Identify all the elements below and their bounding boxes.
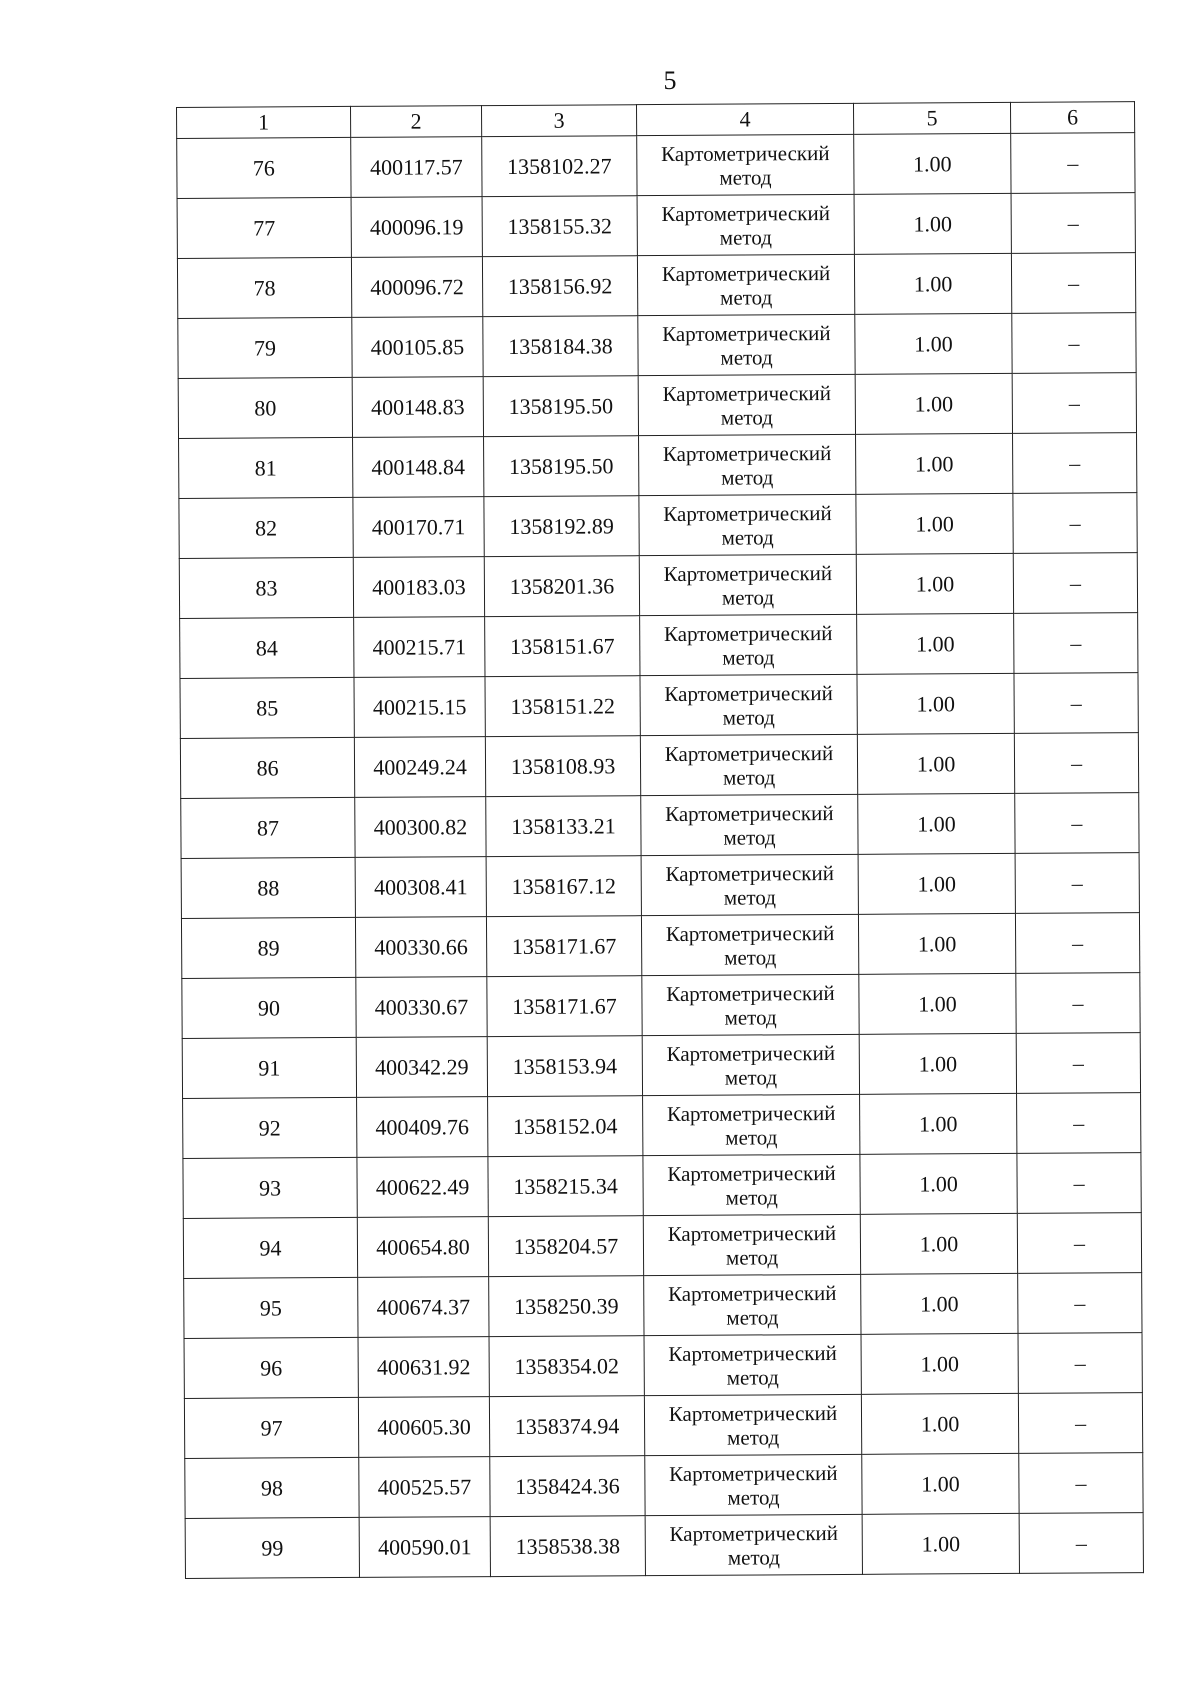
accuracy-cell: 1.00 [857,673,1014,734]
table-row [177,253,1135,319]
method-label-line1: Картометрический [663,500,832,526]
method-label-line2: метод [727,1484,780,1510]
method-cell [638,374,855,435]
point-number-cell: 77 [177,197,351,258]
note-cell: – [1014,673,1138,734]
note-cell: – [1014,613,1138,674]
table-body [177,133,1144,1579]
accuracy-cell: 1.00 [855,313,1012,374]
y-coordinate-cell: 1358151.22 [485,676,640,737]
y-coordinate-cell: 1358201.36 [484,556,639,617]
x-coordinate-cell: 400605.30 [358,1397,489,1458]
method-label-line2: метод [720,404,774,430]
note-cell: – [1019,1513,1143,1574]
x-coordinate-cell: 400330.66 [355,917,486,978]
method-cell [640,674,857,735]
method-label-line2: метод [719,224,772,250]
method-label-line2: метод [722,704,775,730]
accuracy-cell: 1.00 [861,1273,1018,1334]
y-coordinate-cell: 1358184.38 [483,316,638,377]
method-cell [643,1214,860,1275]
method-label-line1: Картометрический [663,620,833,646]
y-coordinate-cell: 1358195.50 [483,376,638,437]
x-coordinate-cell: 400170.71 [353,497,484,558]
method-cell [637,134,854,195]
y-coordinate-cell: 1358108.93 [485,736,640,797]
accuracy-cell: 1.00 [854,193,1011,254]
accuracy-cell: 1.00 [858,913,1015,974]
method-label-line1: Картометрический [667,1280,837,1306]
accuracy-cell: 1.00 [862,1513,1019,1574]
note-cell: – [1017,1153,1141,1214]
accuracy-cell: 1.00 [861,1333,1018,1394]
y-coordinate-cell: 1358155.32 [482,196,637,257]
column-header-2: 2 [350,106,481,138]
y-coordinate-cell: 1358152.04 [488,1096,643,1157]
table-row [184,1333,1142,1399]
point-number-cell: 93 [183,1157,357,1218]
accuracy-cell: 1.00 [860,1213,1017,1274]
method-cell [641,854,858,915]
y-coordinate-cell: 1358250.39 [489,1276,644,1337]
method-label-line2: метод [725,1244,779,1270]
method-label-line1: Картометрический [666,1040,836,1066]
method-label-line1: Картометрический [667,1220,837,1246]
y-coordinate-cell: 1358171.67 [487,976,642,1037]
method-label-line2: метод [724,1004,777,1030]
note-cell: – [1015,793,1139,854]
table-row [182,1033,1140,1099]
y-coordinate-cell: 1358204.57 [488,1216,643,1277]
x-coordinate-cell: 400215.71 [354,617,485,678]
table-row [178,313,1136,379]
point-number-cell: 84 [180,617,354,678]
table-row [184,1273,1142,1339]
accuracy-cell: 1.00 [856,553,1013,614]
x-coordinate-cell: 400105.85 [352,317,483,378]
table-row [183,1213,1141,1279]
column-header-4: 4 [636,103,853,135]
y-coordinate-cell: 1358133.21 [486,796,641,857]
accuracy-cell: 1.00 [857,733,1014,794]
note-cell: – [1018,1273,1142,1334]
note-cell: – [1013,553,1137,614]
point-number-cell: 91 [182,1037,356,1098]
method-label-line2: метод [726,1364,779,1390]
point-number-cell: 92 [183,1097,357,1158]
point-number-cell: 81 [179,437,353,498]
method-cell [643,1094,860,1155]
accuracy-cell: 1.00 [861,1393,1018,1454]
method-cell [644,1334,861,1395]
accuracy-cell: 1.00 [859,973,1016,1034]
method-cell [645,1514,862,1575]
column-header-1: 1 [177,106,351,138]
x-coordinate-cell: 400308.41 [355,857,486,918]
accuracy-cell: 1.00 [860,1093,1017,1154]
method-label-line2: метод [721,464,774,490]
x-coordinate-cell: 400631.92 [358,1337,489,1398]
x-coordinate-cell: 400300.82 [355,797,486,858]
y-coordinate-cell: 1358151.67 [485,616,640,677]
method-cell [640,614,857,675]
method-label-line1: Картометрический [662,440,832,466]
table-row [183,1153,1141,1219]
method-label-line2: метод [725,1184,778,1210]
y-coordinate-cell: 1358171.67 [486,916,641,977]
method-label-line1: Картометрический [668,1340,837,1366]
x-coordinate-cell: 400622.49 [357,1157,488,1218]
table-row [181,913,1139,979]
method-label-line2: метод [723,884,776,910]
column-header-3: 3 [481,105,636,137]
table-row [184,1393,1142,1459]
x-coordinate-cell: 400096.19 [351,197,482,258]
method-label-line1: Картометрический [665,860,834,886]
method-cell [642,974,859,1035]
accuracy-cell: 1.00 [860,1153,1017,1214]
point-number-cell: 95 [184,1277,358,1338]
x-coordinate-cell: 400525.57 [359,1457,490,1518]
table-row [185,1453,1143,1519]
point-number-cell: 86 [180,737,354,798]
note-cell: – [1013,493,1137,554]
y-coordinate-cell: 1358215.34 [488,1156,643,1217]
x-coordinate-cell: 400096.72 [351,257,482,318]
table-row [177,193,1135,259]
table-row [177,133,1135,199]
note-cell: – [1015,853,1139,914]
y-coordinate-cell: 1358195.50 [484,436,639,497]
point-number-cell: 76 [177,137,351,198]
table-row [182,973,1140,1039]
method-cell [639,494,856,555]
point-number-cell: 85 [180,677,354,738]
method-label-line1: Картометрический [669,1520,839,1546]
note-cell: – [1013,433,1137,494]
table-row [180,613,1138,679]
method-cell [638,314,855,375]
table-row [181,853,1139,919]
y-coordinate-cell: 1358424.36 [490,1456,645,1517]
point-number-cell: 80 [178,377,352,438]
method-label-line1: Картометрический [667,1160,836,1186]
method-cell [637,254,854,315]
method-cell [642,1034,859,1095]
note-cell: – [1011,193,1135,254]
point-number-cell: 96 [184,1337,358,1398]
column-header-6: 6 [1010,102,1134,134]
point-number-cell: 90 [182,977,356,1038]
x-coordinate-cell: 400654.80 [357,1217,488,1278]
y-coordinate-cell: 1358538.38 [490,1516,645,1577]
method-label-line2: метод [727,1544,780,1570]
table-row [185,1513,1143,1579]
x-coordinate-cell: 400330.67 [356,977,487,1038]
method-label-line2: метод [721,524,774,550]
note-cell: – [1016,1033,1140,1094]
method-label-line2: метод [726,1304,779,1330]
table-row [179,493,1137,559]
method-label-line1: Картометрический [664,680,833,706]
page-number: 5 [663,66,677,95]
point-number-cell: 94 [183,1217,357,1278]
note-cell: – [1018,1333,1142,1394]
accuracy-cell: 1.00 [855,373,1012,434]
y-coordinate-cell: 1358374.94 [489,1396,644,1457]
accuracy-cell: 1.00 [856,433,1013,494]
method-label-line2: метод [721,584,775,610]
point-number-cell: 79 [178,317,352,378]
method-label-line1: Картометрический [664,740,834,766]
method-cell [641,914,858,975]
method-label-line1: Картометрический [663,560,833,586]
point-number-cell: 89 [181,917,355,978]
method-label-line1: Картометрический [666,980,835,1006]
method-label-line1: Картометрический [665,920,835,946]
method-label-line1: Картометрический [661,260,831,286]
method-label-line1: Картометрический [668,1400,838,1426]
x-coordinate-cell: 400249.24 [354,737,485,798]
accuracy-cell: 1.00 [862,1453,1019,1514]
method-label-line1: Картометрический [665,800,834,826]
method-cell [644,1394,861,1455]
y-coordinate-cell: 1358153.94 [487,1036,642,1097]
point-number-cell: 98 [185,1457,359,1518]
y-coordinate-cell: 1358354.02 [489,1336,644,1397]
table-row [179,553,1137,619]
accuracy-cell: 1.00 [854,133,1011,194]
method-label-line1: Картометрический [666,1100,836,1126]
table-row [178,373,1136,439]
accuracy-cell: 1.00 [854,253,1011,314]
note-cell: – [1011,253,1135,314]
method-label-line1: Картометрический [661,200,830,226]
note-cell: – [1012,313,1136,374]
column-header-5: 5 [853,102,1010,134]
table-row [183,1093,1141,1159]
note-cell: – [1016,973,1140,1034]
accuracy-cell: 1.00 [857,613,1014,674]
x-coordinate-cell: 400183.03 [353,557,484,618]
coordinates-table [176,101,1144,1579]
method-cell [641,794,858,855]
point-number-cell: 78 [177,257,351,318]
x-coordinate-cell: 400590.01 [359,1517,490,1578]
accuracy-cell: 1.00 [856,493,1013,554]
x-coordinate-cell: 400409.76 [357,1097,488,1158]
x-coordinate-cell: 400215.15 [354,677,485,738]
method-label-line1: Картометрический [662,320,831,346]
method-label-line2: метод [719,164,772,190]
method-label-line2: метод [722,764,776,790]
point-number-cell: 97 [184,1397,358,1458]
table-row [179,433,1137,499]
y-coordinate-cell: 1358192.89 [484,496,639,557]
point-number-cell: 83 [179,557,353,618]
note-cell: – [1014,733,1138,794]
accuracy-cell: 1.00 [858,793,1015,854]
note-cell: – [1018,1393,1142,1454]
point-number-cell: 82 [179,497,353,558]
method-label-line2: метод [724,944,777,970]
note-cell: – [1011,133,1135,194]
note-cell: – [1017,1093,1141,1154]
method-cell [639,434,856,495]
table-row [180,673,1138,739]
y-coordinate-cell: 1358167.12 [486,856,641,917]
method-label-line2: метод [720,344,773,370]
note-cell: – [1015,913,1139,974]
note-cell: – [1017,1213,1141,1274]
y-coordinate-cell: 1358156.92 [482,256,637,317]
table-row [180,733,1138,799]
method-cell [637,194,854,255]
note-cell: – [1019,1453,1143,1514]
x-coordinate-cell: 400117.57 [351,137,482,198]
x-coordinate-cell: 400674.37 [358,1277,489,1338]
method-cell [643,1154,860,1215]
note-cell: – [1012,373,1136,434]
method-label-line2: метод [727,1424,780,1450]
method-cell [640,734,857,795]
x-coordinate-cell: 400342.29 [356,1037,487,1098]
point-number-cell: 99 [185,1517,359,1578]
method-cell [645,1454,862,1515]
table-row [181,793,1139,859]
method-cell [639,554,856,615]
point-number-cell: 87 [181,797,355,858]
method-label-line2: метод [722,644,775,670]
method-label-line2: метод [720,284,773,310]
method-label-line1: Картометрический [662,380,832,406]
x-coordinate-cell: 400148.84 [353,437,484,498]
y-coordinate-cell: 1358102.27 [482,136,637,197]
point-number-cell: 88 [181,857,355,918]
method-label-line2: метод [725,1124,778,1150]
method-label-line1: Картометрический [669,1460,838,1486]
method-cell [644,1274,861,1335]
method-label-line1: Картометрический [660,140,830,166]
method-label-line2: метод [723,824,776,850]
accuracy-cell: 1.00 [859,1033,1016,1094]
method-label-line2: метод [724,1064,778,1090]
accuracy-cell: 1.00 [858,853,1015,914]
x-coordinate-cell: 400148.83 [352,377,483,438]
